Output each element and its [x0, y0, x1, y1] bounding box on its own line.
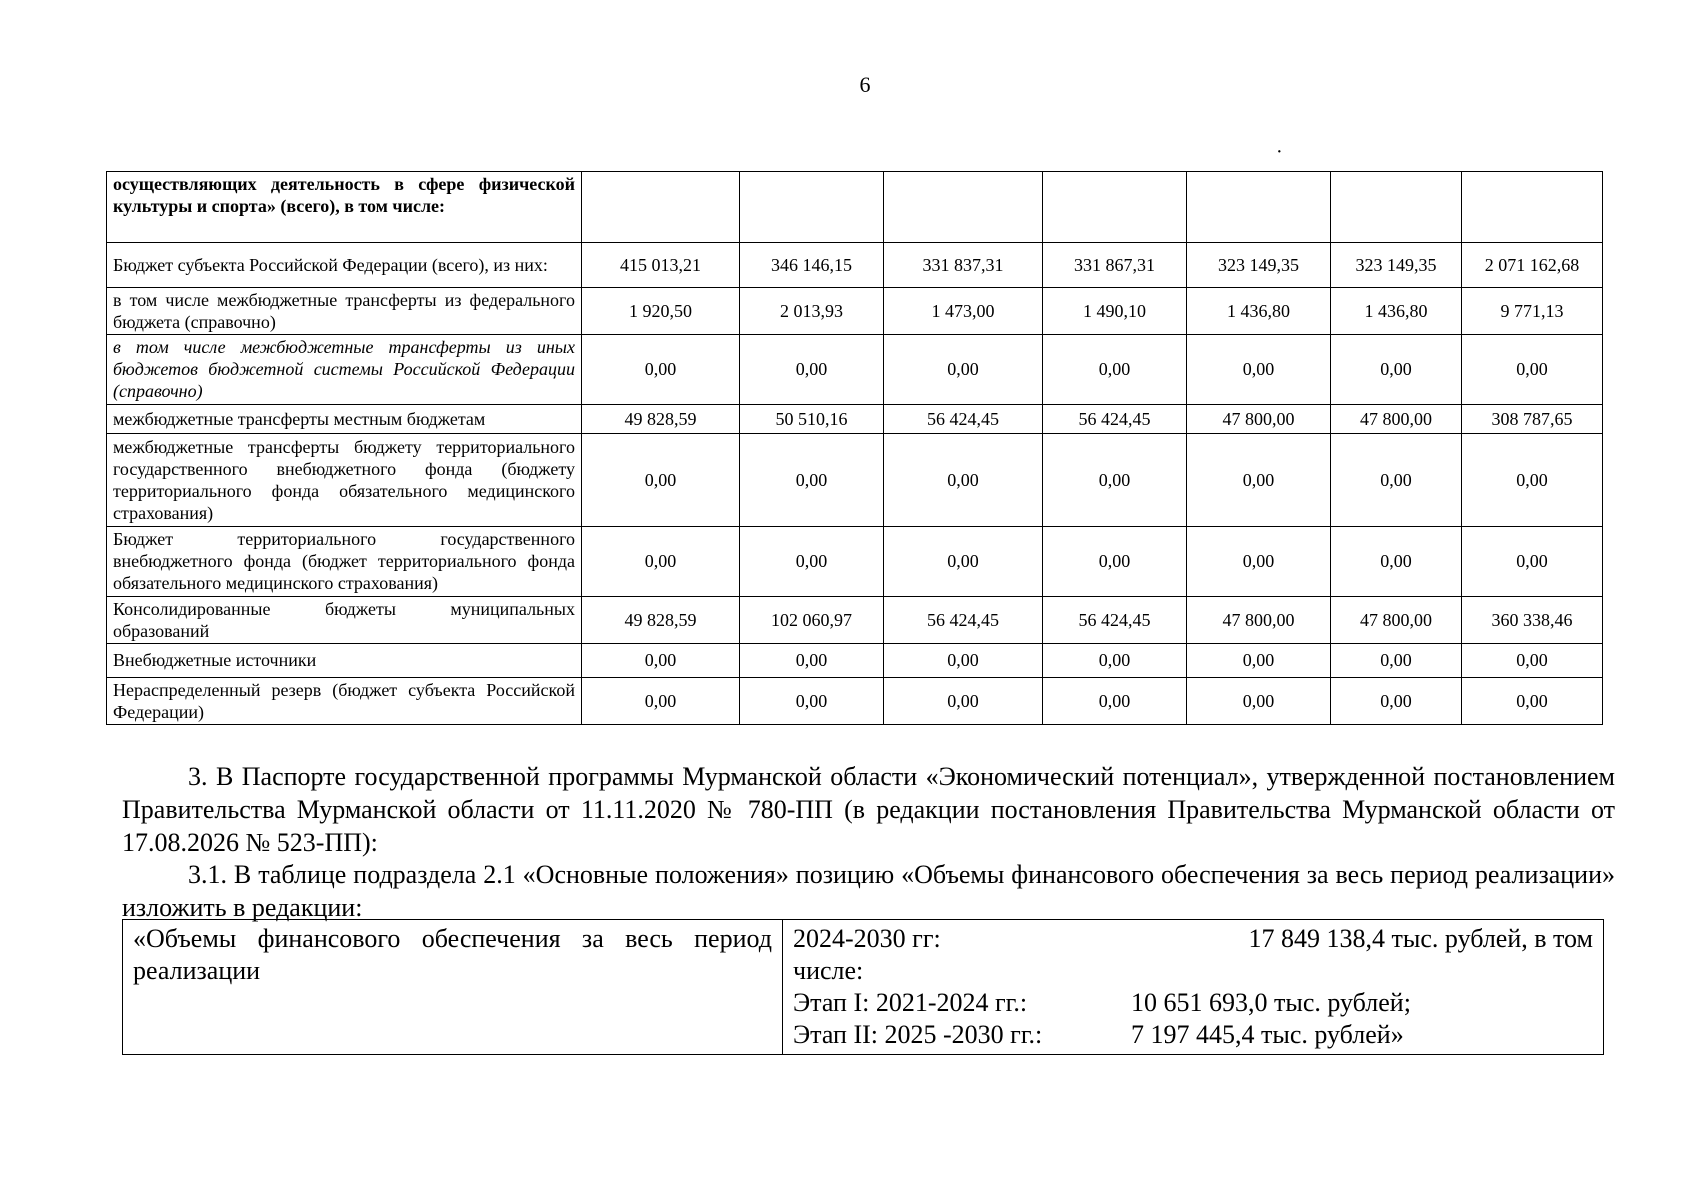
value-cell: 1 473,00 [884, 287, 1043, 334]
value-cell: 1 436,80 [1331, 287, 1462, 334]
row-label: осуществляющих деятельность в сфере физической культуры и спорта» (всего), в том числе: [107, 172, 582, 243]
value-cell: 9 771,13 [1462, 287, 1603, 334]
table-row [107, 287, 1603, 334]
stage2-label: Этап II: 2025 -2030 гг.: [793, 1020, 1043, 1049]
table-row [107, 335, 1603, 405]
table-row [107, 433, 1603, 526]
row-label: Бюджет субъекта Российской Федерации (всего), из них: [107, 242, 582, 287]
value-cell: 0,00 [1043, 677, 1187, 724]
value-cell: 0,00 [884, 644, 1043, 677]
value-cell: 0,00 [1462, 335, 1603, 405]
paragraph-3 [122, 760, 1615, 859]
value-cell: 0,00 [884, 433, 1043, 526]
value-cell: 415 013,21 [582, 242, 740, 287]
stage2-row [793, 1019, 1593, 1051]
value-cell: 0,00 [884, 677, 1043, 724]
value-cell: 102 060,97 [740, 597, 884, 644]
value-cell: 0,00 [1462, 526, 1603, 597]
row-label: Консолидированные бюджеты муниципальных образований [107, 597, 582, 644]
passport-table [122, 919, 1604, 1055]
table-row [107, 597, 1603, 644]
value-cell [1462, 172, 1603, 243]
value-cell [1187, 172, 1331, 243]
value-cell: 323 149,35 [1187, 242, 1331, 287]
value-cell: 2 013,93 [740, 287, 884, 334]
value-cell: 0,00 [1187, 433, 1331, 526]
value-cell: 0,00 [1462, 677, 1603, 724]
stage1-label: Этап I: 2021-2024 гг.: [793, 988, 1028, 1017]
value-cell: 0,00 [1043, 644, 1187, 677]
value-cell: 0,00 [1331, 677, 1462, 724]
value-cell: 0,00 [740, 433, 884, 526]
value-cell: 0,00 [1043, 335, 1187, 405]
row-label: Внебюджетные источники [107, 644, 582, 677]
value-cell: 1 490,10 [1043, 287, 1187, 334]
value-cell: 0,00 [740, 644, 884, 677]
table-row [107, 644, 1603, 677]
value-cell: 56 424,45 [1043, 404, 1187, 433]
value-cell: 0,00 [740, 335, 884, 405]
value-cell: 0,00 [1331, 526, 1462, 597]
value-cell: 0,00 [1331, 433, 1462, 526]
value-cell: 0,00 [1187, 644, 1331, 677]
value-cell: 56 424,45 [1043, 597, 1187, 644]
passport-position-cell: «Объемы финансового обеспечения за весь период реализации [123, 920, 783, 1055]
financing-table [106, 171, 1603, 725]
paragraph-3-1 [122, 858, 1615, 924]
value-cell [1043, 172, 1187, 243]
value-cell: 47 800,00 [1331, 404, 1462, 433]
value-cell: 0,00 [740, 526, 884, 597]
total-value: 17 849 138,4 тыс. рублей, в том [1248, 924, 1593, 953]
value-cell: 49 828,59 [582, 597, 740, 644]
value-cell: 0,00 [1462, 644, 1603, 677]
value-cell: 0,00 [1187, 677, 1331, 724]
paragraph-3-1-text: 3.1. В таблице подраздела 2.1 «Основные положения» позицию «Объемы финансового обеспечения за весь период реализации» изложить в редакции: [122, 860, 1615, 922]
value-cell: 1 920,50 [582, 287, 740, 334]
stage1-row [793, 987, 1593, 1019]
stage2-value: 7 197 445,4 тыс. рублей» [1131, 1020, 1404, 1049]
value-cell: 360 338,46 [1462, 597, 1603, 644]
value-cell [740, 172, 884, 243]
table-row [107, 172, 1603, 243]
row-label: Нераспределенный резерв (бюджет субъекта Российской Федерации) [107, 677, 582, 724]
value-cell: 2 071 162,68 [1462, 242, 1603, 287]
total-label: 2024-2030 гг: [793, 924, 941, 953]
value-cell: 56 424,45 [884, 597, 1043, 644]
value-cell: 0,00 [884, 526, 1043, 597]
value-cell: 0,00 [582, 433, 740, 526]
row-label: Бюджет территориального государственного внебюджетного фонда (бюджет территориального фонда обязательного медицинского страхования) [107, 526, 582, 597]
value-cell: 56 424,45 [884, 404, 1043, 433]
passport-total-row [793, 923, 1593, 955]
value-cell: 47 800,00 [1187, 597, 1331, 644]
row-label: межбюджетные трансферты местным бюджетам [107, 404, 582, 433]
value-cell: 0,00 [582, 677, 740, 724]
paragraph-3-text: 3. В Паспорте государственной программы Мурманской области «Экономический потенциал», утвержденной постановлением Правительства Мурманской области от 11.11.2020 № 780-ПП (в редакции постановления Правительства Мурманской области от 17.08.2026 № 523-ПП): [122, 762, 1615, 857]
value-cell [884, 172, 1043, 243]
row-label: межбюджетные трансферты бюджету территориального государственного внебюджетного фонда (бюджету территориального фонда обязательного медицинского страхования) [107, 433, 582, 526]
including-text: числе: [793, 956, 864, 985]
value-cell: 331 837,31 [884, 242, 1043, 287]
table-row [107, 404, 1603, 433]
table-row [107, 526, 1603, 597]
value-cell: 49 828,59 [582, 404, 740, 433]
value-cell: 331 867,31 [1043, 242, 1187, 287]
value-cell: 50 510,16 [740, 404, 884, 433]
value-cell: 0,00 [884, 335, 1043, 405]
value-cell: 0,00 [1462, 433, 1603, 526]
row-label: в том числе межбюджетные трансферты из иных бюджетов бюджетной системы Российской Федерации (справочно) [107, 335, 582, 405]
table-row [107, 242, 1603, 287]
value-cell: 346 146,15 [740, 242, 884, 287]
value-cell: 323 149,35 [1331, 242, 1462, 287]
value-cell: 0,00 [740, 677, 884, 724]
value-cell: 47 800,00 [1187, 404, 1331, 433]
stage1-value: 10 651 693,0 тыс. рублей; [1131, 988, 1411, 1017]
value-cell: 0,00 [582, 644, 740, 677]
value-cell: 0,00 [1043, 526, 1187, 597]
table-row [107, 677, 1603, 724]
value-cell: 0,00 [1187, 526, 1331, 597]
value-cell: 0,00 [1331, 335, 1462, 405]
value-cell: 0,00 [1331, 644, 1462, 677]
passport-value-cell [783, 920, 1604, 1055]
value-cell [582, 172, 740, 243]
value-cell: 0,00 [582, 526, 740, 597]
value-cell: 0,00 [582, 335, 740, 405]
stray-mark: · [1276, 141, 1283, 163]
value-cell: 0,00 [1043, 433, 1187, 526]
value-cell: 47 800,00 [1331, 597, 1462, 644]
value-cell: 0,00 [1187, 335, 1331, 405]
value-cell [1331, 172, 1462, 243]
value-cell: 308 787,65 [1462, 404, 1603, 433]
value-cell: 1 436,80 [1187, 287, 1331, 334]
row-label: в том числе межбюджетные трансферты из федерального бюджета (справочно) [107, 287, 582, 334]
page-number: 6 [859, 72, 871, 97]
